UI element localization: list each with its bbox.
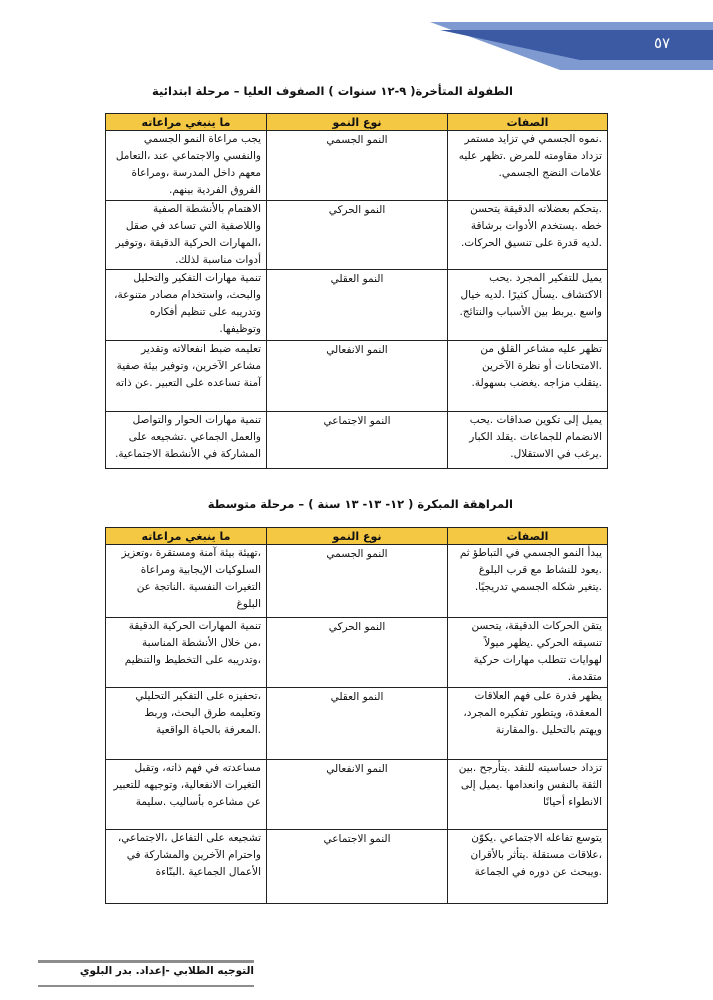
section1-table bbox=[105, 113, 608, 469]
care-cell: تنمية مهارات الحوار والتواصل والعمل الجماعي .تشجيعه على المشاركة في الأنشطة الاجتماعية. bbox=[106, 412, 267, 469]
type-cell: النمو الانفعالي bbox=[267, 760, 448, 830]
care-cell: مساعدته في فهم ذاته، وتقبل التغيرات الانفعالية، وتوجيهه للتعبير عن مشاعره بأساليب .سليمة bbox=[106, 760, 267, 830]
traits-cell: يظهر قدرة على فهم العلاقات المعقدة، ويتطور تفكيره المجرد، ويهتم بالتحليل .والمقارنة bbox=[448, 688, 608, 760]
footer-credit: التوجيه الطلابي -إعداد. بدر البلوي bbox=[79, 965, 254, 977]
header-type: نوع النمو bbox=[267, 528, 448, 545]
header-care: ما ينبغي مراعاته bbox=[106, 528, 267, 545]
header-traits: الصفات bbox=[448, 528, 608, 545]
care-cell: ،تحفيزه على التفكير التحليلي وتعليمه طرق البحث، وربط .المعرفة بالحياة الواقعية bbox=[106, 688, 267, 760]
table-row bbox=[106, 131, 608, 201]
traits-cell: تظهر عليه مشاعر القلق من .الامتحانات أو نظرة الآخرين .يتقلب مزاجه .يغضب بسهولة. bbox=[448, 341, 608, 412]
table-header-row bbox=[106, 528, 608, 545]
type-cell: النمو الاجتماعي bbox=[267, 830, 448, 904]
type-cell: النمو الانفعالي bbox=[267, 341, 448, 412]
table-row bbox=[106, 545, 608, 618]
care-cell: تنمية المهارات الحركية الدقيقة ،من خلال الأنشطة المناسبة ،وتدريبه على التخطيط والتنظيم bbox=[106, 618, 267, 688]
traits-cell: يبدأ النمو الجسمي في التباطؤ ثم .يعود للنشاط مع قرب البلوغ .يتغير شكله الجسمي تدريجيًا. bbox=[448, 545, 608, 618]
care-cell: تشجيعه على التفاعل ،الاجتماعي، واحترام الآخرين والمشاركة في الأعمال الجماعية .البنّاءة bbox=[106, 830, 267, 904]
care-cell: تنمية مهارات التفكير والتحليل والبحث، واستخدام مصادر متنوعة، وتدريبه على تنظيم أفكاره وتوظيفها. bbox=[106, 270, 267, 341]
footer-rule-bottom bbox=[38, 985, 254, 987]
traits-cell: يتقن الحركات الدقيقة، يتحسن تنسيقه الحركي .يظهر ميولاً لهوايات تتطلب مهارات حركية متقدمة. bbox=[448, 618, 608, 688]
header-traits: الصفات bbox=[448, 114, 608, 131]
footer-rule-top bbox=[38, 960, 254, 963]
table-row bbox=[106, 830, 608, 904]
traits-cell: .نموه الجسمي في تزايد مستمر تزداد مقاومته للمرض .تظهر عليه علامات النضج الجسمي. bbox=[448, 131, 608, 201]
section2-table bbox=[105, 527, 608, 904]
section2-title: المراهقة المبكرة ( ١٢- ١٣- ١٣ سنة ) – مرحلة متوسطة bbox=[207, 497, 513, 511]
type-cell: النمو العقلي bbox=[267, 270, 448, 341]
traits-cell: يميل إلى تكوين صداقات .يحب الانضمام للجماعات .يقلد الكبار .يرغب في الاستقلال. bbox=[448, 412, 608, 469]
type-cell: النمو الحركي bbox=[267, 201, 448, 270]
type-cell: النمو الجسمي bbox=[267, 131, 448, 201]
header-care: ما ينبغي مراعاته bbox=[106, 114, 267, 131]
care-cell: ،تهيئة بيئة آمنة ومستقرة ،وتعزيز السلوكيات الإيجابية ومراعاة التغيرات النفسية .الناتجة عن البلوغ bbox=[106, 545, 267, 618]
care-cell: تعليمه ضبط انفعالاته وتقدير مشاعر الآخرين، وتوفير بيئة صفية آمنة تساعده على التعبير .عن ذاته bbox=[106, 341, 267, 412]
traits-cell: تزداد حساسيته للنقد .يتأرجح .بين الثقة بالنفس وانعدامها .يميل إلى الانطواء أحيانًا bbox=[448, 760, 608, 830]
header-type: نوع النمو bbox=[267, 114, 448, 131]
table-row bbox=[106, 341, 608, 412]
table-header-row bbox=[106, 114, 608, 131]
traits-cell: يتوسع تفاعله الاجتماعي .يكوّن ،علاقات مستقلة .يتأثر بالأقران .ويبحث عن دوره في الجماعة bbox=[448, 830, 608, 904]
page-header-banner bbox=[0, 0, 713, 95]
section1-title: الطفولة المتأخرة( ٩-١٢ سنوات ) الصفوف العليا – مرحلة ابتدائية bbox=[152, 84, 513, 98]
table-row bbox=[106, 688, 608, 760]
page-number: ٥٧ bbox=[654, 34, 671, 52]
table-row bbox=[106, 760, 608, 830]
type-cell: النمو الاجتماعي bbox=[267, 412, 448, 469]
table-row bbox=[106, 201, 608, 270]
care-cell: الاهتمام بالأنشطة الصفية واللاصفية التي تساعد في صقل ،المهارات الحركية الدقيقة ،وتوفير أدوات مناسبة لذلك. bbox=[106, 201, 267, 270]
table-row bbox=[106, 618, 608, 688]
type-cell: النمو الجسمي bbox=[267, 545, 448, 618]
type-cell: النمو العقلي bbox=[267, 688, 448, 760]
table-row bbox=[106, 412, 608, 469]
traits-cell: .يتحكم بعضلاته الدقيقة يتحسن خطه .يستخدم الأدوات برشاقة .لديه قدرة على تنسيق الحركات. bbox=[448, 201, 608, 270]
traits-cell: يميل للتفكير المجرد .يحب الاكتشاف .يسأل كثيرًا .لديه خيال واسع .يربط بين الأسباب والنتائج. bbox=[448, 270, 608, 341]
table-row bbox=[106, 270, 608, 341]
care-cell: يجب مراعاة النمو الجسمي والنفسي والاجتماعي عند ،التعامل معهم داخل المدرسة ،ومراعاة الفروق الفردية بينهم. bbox=[106, 131, 267, 201]
type-cell: النمو الحركي bbox=[267, 618, 448, 688]
